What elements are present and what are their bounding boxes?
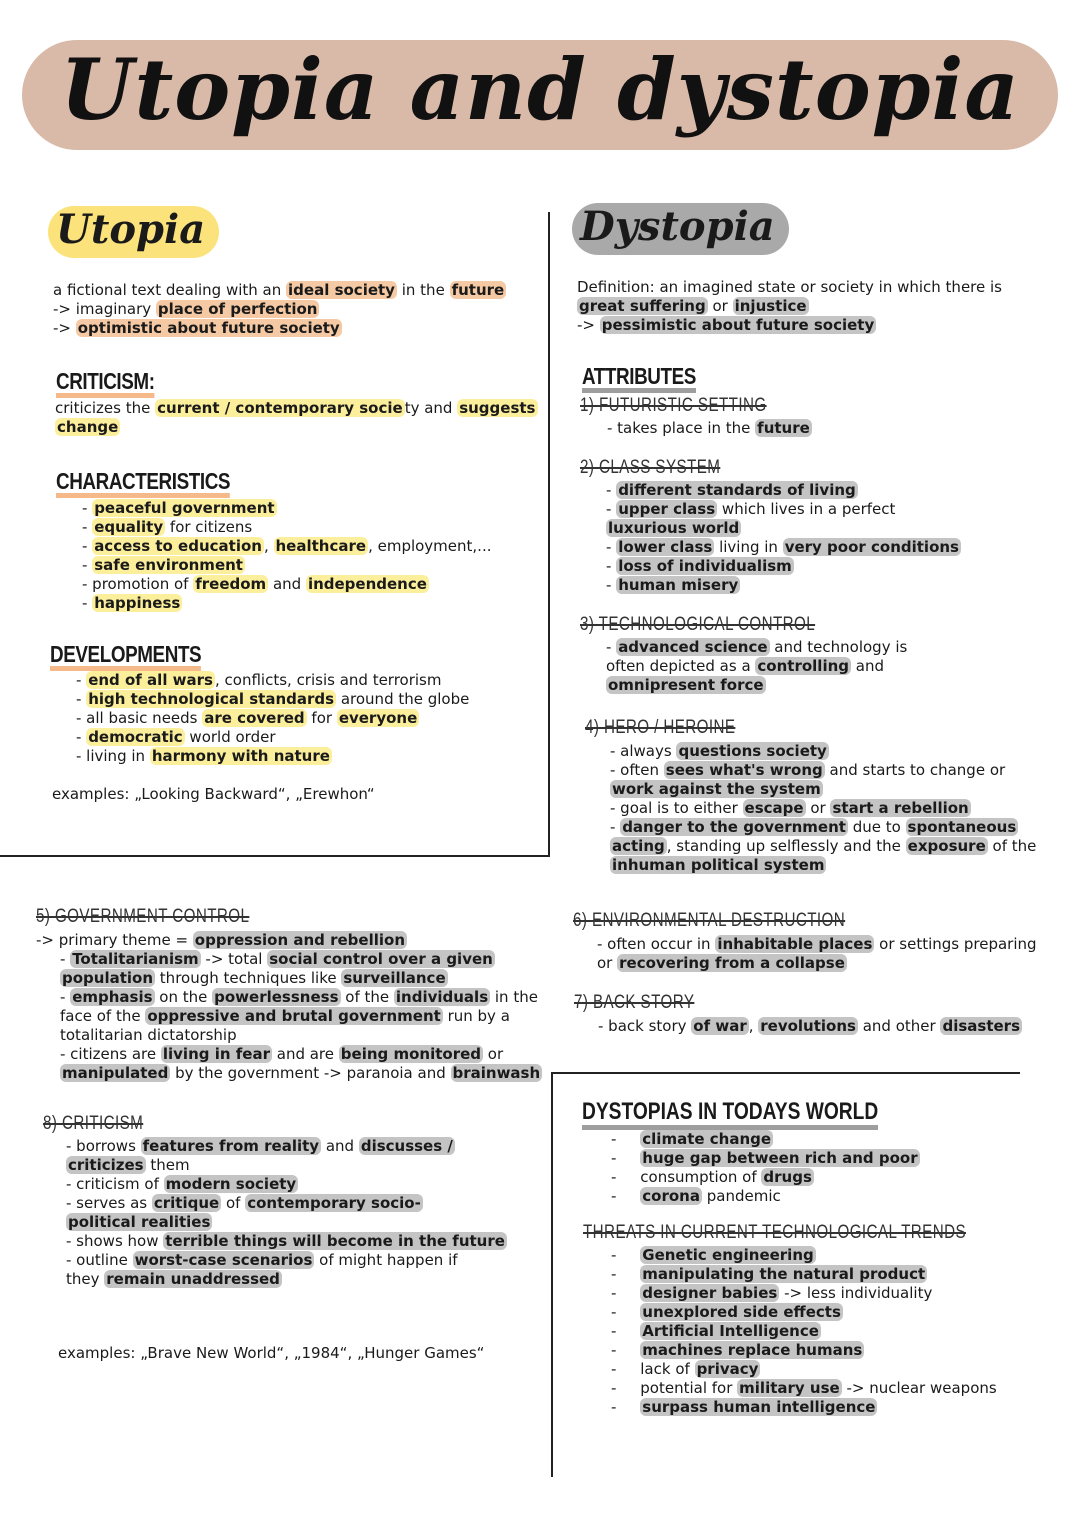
text: - takes place in the	[607, 419, 756, 437]
highlight: surveillance	[343, 969, 446, 987]
text: ->	[577, 316, 600, 334]
highlight: advanced science	[618, 638, 768, 656]
text: -	[82, 518, 93, 536]
text: which lives in a perfect	[717, 500, 896, 518]
highlight: great suffering	[579, 297, 706, 315]
highlight: future	[451, 281, 505, 299]
attr8-heading: 8) CRITICISM	[43, 1113, 144, 1134]
text: - promotion of	[82, 575, 194, 593]
highlight: disasters	[942, 1017, 1020, 1035]
highlight: features from reality	[142, 1137, 320, 1155]
text: and starts to change or	[824, 761, 1006, 779]
highlight: current / contemporary socie	[157, 399, 403, 417]
list-item	[82, 556, 491, 575]
text: -	[606, 638, 617, 656]
highlight: are covered	[204, 709, 305, 727]
utopia-definition	[53, 281, 506, 338]
text: or	[707, 297, 733, 315]
title-area	[0, 40, 1080, 150]
text: - often	[610, 761, 664, 779]
text: of the	[987, 837, 1037, 855]
attr1-heading: 1) FUTURISTIC SETTING	[580, 395, 767, 416]
list-item: - Genetic engineering	[611, 1246, 814, 1264]
list-item	[76, 747, 469, 766]
text: totalitarian dictatorship	[60, 1026, 237, 1044]
highlight: revolutions	[760, 1017, 856, 1035]
attr6-heading-wrap	[573, 910, 913, 932]
criticism-heading: CRITICISM:	[56, 369, 155, 398]
characteristics-heading: CHARACTERISTICS	[56, 469, 230, 498]
list-item	[606, 519, 961, 538]
text: , conflicts, crisis and terrorism	[215, 671, 442, 689]
attr1-text	[607, 419, 812, 438]
highlight: freedom	[195, 575, 267, 593]
text: - often occur in	[597, 935, 716, 953]
text: -	[82, 537, 93, 555]
highlight: questions society	[678, 742, 827, 760]
list-item: - designer babies -> less individuality	[611, 1284, 933, 1302]
text: living in	[714, 538, 783, 556]
text: - outline	[66, 1251, 133, 1269]
list-item	[606, 538, 961, 557]
text: them	[145, 1156, 190, 1174]
text: and other	[857, 1017, 941, 1035]
highlight: privacy	[696, 1360, 759, 1378]
highlight: drugs	[763, 1168, 812, 1186]
text: -	[610, 818, 621, 836]
attr4-text	[610, 742, 1036, 875]
text: - back story	[598, 1017, 692, 1035]
highlight: lower class	[618, 538, 713, 556]
attr8-heading-wrap	[43, 1113, 168, 1135]
highlight: corona	[642, 1187, 700, 1205]
utopia-examples: examples: „Looking Backward“, „Erewhon“	[52, 785, 375, 803]
highlight: oppressive and brutal government	[147, 1007, 441, 1025]
attr3-text	[606, 638, 907, 695]
highlight: climate change	[642, 1130, 772, 1148]
text: ty and	[404, 399, 458, 417]
list-item	[606, 576, 961, 595]
text: due to	[847, 818, 906, 836]
text: -	[606, 576, 617, 594]
attr5-heading: 5) GOVERNMENT CONTROL	[36, 906, 250, 927]
text: -	[82, 594, 93, 612]
attr4-heading-wrap	[585, 717, 773, 739]
list-item: - manipulating the natural product	[611, 1265, 926, 1283]
text: -> imaginary	[53, 300, 156, 318]
attr6-text	[597, 935, 1037, 973]
highlight: criticizes	[68, 1156, 144, 1174]
text: - criticism of	[66, 1175, 164, 1193]
highlight: exposure	[907, 837, 986, 855]
attr4-heading: 4) HERO / HEROINE	[585, 717, 736, 738]
text: through techniques like	[155, 969, 342, 987]
attr3-heading: 3) TECHNOLOGICAL CONTROL	[580, 614, 816, 635]
text: and	[851, 657, 884, 675]
text: around the globe	[336, 690, 470, 708]
highlight: acting	[612, 837, 665, 855]
text: and	[321, 1137, 359, 1155]
text: - shows how	[66, 1232, 164, 1250]
list-item	[606, 557, 961, 576]
text: in the	[396, 281, 450, 299]
text: ,	[748, 1017, 759, 1035]
highlight: end of all wars	[88, 671, 213, 689]
list-item	[606, 500, 961, 519]
developments-heading-wrap	[50, 642, 234, 671]
today-heading: DYSTOPIAS IN TODAYS WORLD	[582, 1099, 878, 1130]
highlight: population	[62, 969, 154, 987]
list-item: - corona pandemic	[611, 1187, 781, 1205]
highlight: independence	[307, 575, 427, 593]
highlight: high technological standards	[88, 690, 335, 708]
text: -> nuclear weapons	[841, 1379, 997, 1397]
text: or settings preparing	[874, 935, 1037, 953]
text: of might happen if	[314, 1251, 458, 1269]
attributes-heading-wrap	[582, 364, 721, 393]
highlight: upper class	[618, 500, 716, 518]
threats-heading-wrap	[583, 1222, 1062, 1244]
highlight: of war	[693, 1017, 747, 1035]
highlight: terrible things will become in the future	[165, 1232, 505, 1250]
today-heading-wrap	[582, 1099, 952, 1130]
highlight: Genetic engineering	[642, 1246, 814, 1264]
highlight: powerlessness	[214, 988, 339, 1006]
highlight: everyone	[338, 709, 418, 727]
developments-heading: DEVELOPMENTS	[50, 642, 201, 671]
list-item: - Artificial Intelligence	[611, 1322, 819, 1340]
highlight: contemporary socio-	[247, 1194, 421, 1212]
text: - borrows	[66, 1137, 141, 1155]
list-item	[76, 728, 469, 747]
highlight: optimistic about future society	[77, 319, 340, 337]
divider-vertical-bottom	[551, 1072, 553, 1477]
developments-list	[76, 671, 469, 766]
threats-list	[611, 1246, 997, 1417]
text: -	[60, 950, 71, 968]
dystopia-heading: Dystopia	[572, 203, 789, 255]
text: pandemic	[701, 1187, 781, 1205]
text: and are	[271, 1045, 339, 1063]
highlight: social control over a given	[269, 950, 493, 968]
list-item	[82, 518, 491, 537]
list-item	[76, 671, 469, 690]
text: - all basic needs	[76, 709, 203, 727]
highlight: ideal society	[288, 281, 395, 299]
attr2-heading: 2) CLASS SYSTEM	[580, 457, 721, 478]
text: ,	[263, 537, 274, 555]
text: criticizes the	[55, 399, 156, 417]
list-item	[82, 499, 491, 518]
highlight: modern society	[165, 1175, 297, 1193]
highlight: healthcare	[275, 537, 367, 555]
highlight: brainwash	[452, 1064, 541, 1082]
text: -	[82, 556, 93, 574]
text: - citizens are	[60, 1045, 161, 1063]
text: -> total	[200, 950, 268, 968]
highlight: sees what's wrong	[665, 761, 823, 779]
text: of the	[340, 988, 394, 1006]
attr1-heading-wrap	[580, 395, 813, 417]
highlight: manipulating the natural product	[642, 1265, 926, 1283]
text: -	[60, 988, 71, 1006]
highlight: happiness	[94, 594, 181, 612]
text: - living in	[76, 747, 150, 765]
characteristics-heading-wrap	[56, 469, 268, 498]
text: -	[606, 557, 617, 575]
list-item: - potential for military use -> nuclear weapons	[611, 1379, 997, 1397]
highlight: being monitored	[340, 1045, 482, 1063]
criticism-heading-wrap	[56, 369, 176, 398]
highlight: future	[757, 419, 810, 437]
list-item: - consumption of drugs	[611, 1168, 812, 1186]
text: and	[268, 575, 306, 593]
highlight: human misery	[618, 576, 739, 594]
highlight: emphasis	[72, 988, 153, 1006]
text: , employment,...	[368, 537, 492, 555]
text: -	[606, 500, 617, 518]
criticism-text	[55, 399, 538, 437]
text: - always	[610, 742, 677, 760]
list-item: - unexplored side effects	[611, 1303, 841, 1321]
list-item	[76, 709, 469, 728]
highlight: unexplored side effects	[642, 1303, 841, 1321]
text: -> primary theme =	[36, 931, 193, 949]
highlight: start a rebellion	[832, 799, 969, 817]
highlight: worst-case scenarios	[134, 1251, 313, 1269]
highlight: suggests	[459, 399, 536, 417]
text: -	[76, 690, 87, 708]
list-item: - surpass human intelligence	[611, 1398, 876, 1416]
highlight: manipulated	[62, 1064, 169, 1082]
highlight: peaceful government	[94, 499, 275, 517]
text: on the	[154, 988, 213, 1006]
highlight: controlling	[757, 657, 849, 675]
text: face of the	[60, 1007, 146, 1025]
list-item: - climate change	[611, 1130, 772, 1148]
highlight: discusses /	[360, 1137, 453, 1155]
highlight: Artificial Intelligence	[642, 1322, 819, 1340]
text: or	[483, 1045, 504, 1063]
utopia-heading-wrap	[48, 206, 219, 258]
list-item	[82, 537, 491, 556]
text: for	[306, 709, 337, 727]
highlight: inhabitable places	[717, 935, 873, 953]
list-item: - machines replace humans	[611, 1341, 863, 1359]
divider-horizontal-right	[552, 1072, 1020, 1074]
page-title: Utopia and dystopia	[22, 40, 1058, 150]
text: -	[76, 728, 87, 746]
text: -	[606, 538, 617, 556]
text: ->	[53, 319, 76, 337]
divider-horizontal-left	[0, 855, 550, 857]
highlight: very poor conditions	[784, 538, 959, 556]
text: -	[76, 671, 87, 689]
text: world order	[184, 728, 276, 746]
highlight: omnipresent force	[608, 676, 764, 694]
highlight: remain unaddressed	[106, 1270, 280, 1288]
highlight: Totalitarianism	[72, 950, 199, 968]
attr5-heading-wrap	[36, 906, 303, 928]
attr2-list	[606, 481, 961, 595]
highlight: escape	[744, 799, 804, 817]
threats-heading: THREATS IN CURRENT TECHNOLOGICAL TRENDS	[583, 1222, 966, 1243]
highlight: pessimistic about future society	[601, 316, 875, 334]
text: or	[805, 799, 831, 817]
dystopia-definition	[577, 278, 1002, 335]
dystopia-examples: examples: „Brave New World“, „1984“, „Hunger Games“	[58, 1344, 485, 1362]
text: potential for	[640, 1379, 738, 1397]
dystopia-heading-wrap	[572, 203, 789, 255]
text: of	[221, 1194, 246, 1212]
list-item: - huge gap between rich and poor	[611, 1149, 918, 1167]
highlight: living in fear	[162, 1045, 270, 1063]
attr7-heading-wrap	[574, 992, 724, 1014]
text: -> less individuality	[779, 1284, 933, 1302]
utopia-heading: Utopia	[48, 206, 219, 258]
attr5-text	[36, 931, 542, 1083]
text: run by a	[442, 1007, 510, 1025]
attr8-text	[66, 1137, 507, 1289]
list-item	[82, 575, 491, 594]
highlight: machines replace humans	[642, 1341, 863, 1359]
list-item: - lack of privacy	[611, 1360, 759, 1378]
divider-vertical-top	[548, 212, 550, 857]
characteristics-list	[82, 499, 491, 613]
text: , standing up selflessly and the	[666, 837, 906, 855]
text: often depicted as a	[606, 657, 756, 675]
text: consumption of	[640, 1168, 762, 1186]
highlight: recovering from a collapse	[619, 954, 845, 972]
text: and technology is	[769, 638, 908, 656]
highlight: place of perfection	[157, 300, 318, 318]
highlight: injustice	[734, 297, 807, 315]
list-item	[76, 690, 469, 709]
highlight: political realities	[68, 1213, 211, 1231]
text: - goal is to either	[610, 799, 743, 817]
highlight: harmony with nature	[151, 747, 330, 765]
text: they	[66, 1270, 105, 1288]
list-item	[82, 594, 491, 613]
highlight: change	[57, 418, 119, 436]
highlight: access to education	[94, 537, 262, 555]
text: in the	[490, 988, 538, 1006]
highlight: military use	[739, 1379, 840, 1397]
text: -	[606, 481, 617, 499]
today-list	[611, 1130, 920, 1206]
text: lack of	[640, 1360, 695, 1378]
highlight: individuals	[395, 988, 489, 1006]
attr3-heading-wrap	[580, 614, 874, 636]
attr7-text	[598, 1017, 1022, 1036]
text: a fictional text dealing with an	[53, 281, 287, 299]
attr7-heading: 7) BACK STORY	[574, 992, 695, 1013]
attr6-heading: 6) ENVIRONMENTAL DESTRUCTION	[573, 910, 846, 931]
highlight: designer babies	[642, 1284, 778, 1302]
highlight: critique	[153, 1194, 220, 1212]
highlight: loss of individualism	[618, 557, 792, 575]
highlight: different standards of living	[618, 481, 856, 499]
text: by the government -> paranoia and	[170, 1064, 451, 1082]
highlight: danger to the government	[622, 818, 846, 836]
highlight: safe environment	[94, 556, 243, 574]
highlight: democratic	[88, 728, 183, 746]
text: or	[597, 954, 618, 972]
text: for citizens	[165, 518, 253, 536]
text: Definition: an imagined state or society in which there is	[577, 278, 1002, 296]
text: -	[82, 499, 93, 517]
highlight: luxurious world	[608, 519, 740, 537]
highlight: huge gap between rich and poor	[642, 1149, 918, 1167]
highlight: inhuman political system	[612, 856, 825, 874]
highlight: surpass human intelligence	[642, 1398, 876, 1416]
attributes-heading: ATTRIBUTES	[582, 364, 696, 393]
highlight: equality	[94, 518, 164, 536]
highlight: spontaneous	[907, 818, 1017, 836]
highlight: oppression and rebellion	[194, 931, 406, 949]
highlight: work against the system	[612, 780, 821, 798]
attr2-heading-wrap	[580, 457, 755, 479]
text: - serves as	[66, 1194, 152, 1212]
list-item	[606, 481, 961, 500]
